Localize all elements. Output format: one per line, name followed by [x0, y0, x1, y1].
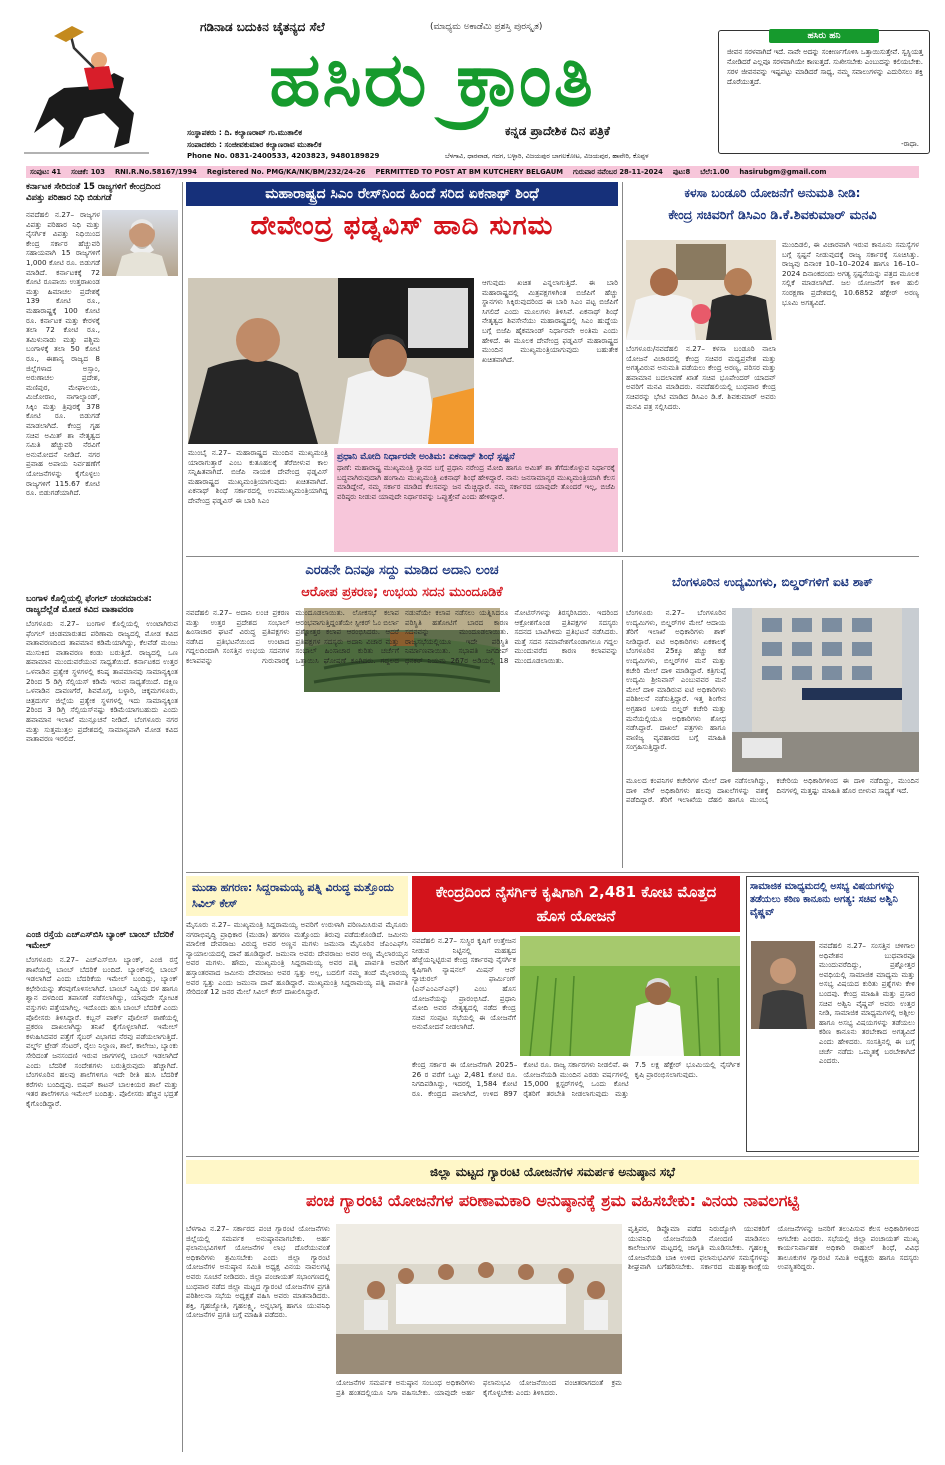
kalasa-headline: ಕೇಂದ್ರ ಸಚಿವರಿಗೆ ಡಿಸಿಎಂ ಡಿ.ಕೆ.ಶಿವಕುಮಾರ್ ಮನವಿ — [668, 207, 877, 222]
it-shock-headline: ಬೆಂಗಳೂರಿನ ಉದ್ಯಮಿಗಳು, ಬಿಲ್ಡರ್‌ಗಳಿಗೆ ಐಟಿ ಶಾಕ್ — [672, 575, 873, 589]
it-shock-body-bottom: ಮೂಲದ ಕಂಪನಿಗಳ ಕಚೇರಿಗಳ ಮೇಲೆ ದಾಳಿ ನಡೆಸಲಾಗಿದ್ದು, ದಾಳಿ ವೇಳೆ ಅಧಿಕಾರಿಗಳು ಹಲವು ದಾಖಲೆಗಳನ್ನು ವಶಕ್ಕೆ ಪಡೆದಿದ್ದಾರೆ. ತೆರಿಗೆ ಇಲಾಖೆಯ ದೆಹಲಿ ಹಾಗೂ ಮುಂಬೈ ಕಚೇರಿಯ ಅಧಿಕಾರಿಗಳಿಂದ ಈ ದಾಳಿ ನಡೆದಿದ್ದು, ಮುಂದಿನ ದಿನಗಳಲ್ಲಿ ಮತ್ತಷ್ಟು ಮಾಹಿತಿ ಹೊರ ಬೀಳುವ ಸಾಧ್ಯತೆ ಇದೆ. — [626, 776, 919, 805]
drought-body: ನವದೆಹಲಿ ನ.27– ರಾಜ್ಯಗಳ ವಿಪತ್ತು ಪರಿಹಾರ ನಿಧಿ ಮತ್ತು ನೈಸರ್ಗಿಕ ವಿಪತ್ತು ನಿಧಿಯಿಂದ ಕೇಂದ್ರ ಸರ್ಕಾರ ಹೆಚ್ಚುವರಿ ಸಹಾಯವಾಗಿ 15 ರಾಜ್ಯಗಳಿಗೆ 1,000 ಕೋಟಿ ರೂ. ಬಿಡುಗಡೆ ಮಾಡಿದೆ. ಕರ್ನಾಟಕಕ್ಕೆ 72 ಕೋಟಿ ರೂಪಾಯಿ ಉತ್ತರಾಖಂಡ ಮತ್ತು ಹಿಮಾಚಲ ಪ್ರದೇಶಕ್ಕೆ 139 ಕೋಟಿ ರೂ., ಮಹಾರಾಷ್ಟ್ರಕ್ಕೆ 100 ಕೋಟಿ ರೂ. ಕರ್ನಾಟಕ ಮತ್ತು ಕೇರಳಕ್ಕೆ ತಲಾ 72 ಕೋಟಿ ರೂ., ತಮಿಳುನಾಡು ಮತ್ತು ಪಶ್ಚಿಮ ಬಂಗಾಳಕ್ಕೆ ತಲಾ 50 ಕೋಟಿ ರೂ., ಈಶಾನ್ಯ ರಾಜ್ಯದ 8 ಜಿಲ್ಲೆಗಳಾದ ಅಸ್ಸಾಂ, ಅರುಣಾಚಲ ಪ್ರದೇಶ, ಮಣಿಪುರ, ಮೇಘಾಲಯ, ಮಿಜೋರಾಂ, ನಾಗಾಲ್ಯಾಂಡ್, ಸಿಕ್ಕಿಂ ಮತ್ತು ತ್ರಿಪುರಕ್ಕೆ 378 ಕೋಟಿ ರೂ. ಬಿಡುಗಡೆ ಮಾಡಲಾಗಿದೆ. ಕೇಂದ್ರ ಗೃಹ ಸಚಿವ ಅಮಿತ್ ಶಾ ನೇತೃತ್ವದ ಸಮಿತಿ ಹೆಚ್ಚುವರಿ ನೆರವಿಗೆ ಅನುಮೋದನೆ ನೀಡಿದೆ. ನಗರ ಪ್ರವಾಹ ಅಪಾಯ ನಿರ್ವಹಣೆಗೆ ಯೋಜನೆಗಳನ್ನು ಕೈಗೊಳ್ಳಲು ರಾಜ್ಯಗಳಿಗೆ 115.67 ಕೋಟಿ ರೂ. ಬಿಡುಗಡೆಯಾಗಿದೆ. — [26, 210, 100, 498]
kalasa-article — [626, 182, 919, 552]
kalasa-kicker: ಕಳಸಾ ಬಂಡೂರಿ ಯೋಜನೆಗೆ ಅನುಮತಿ ನೀಡಿ: — [684, 186, 861, 200]
kalasa-body-right: ಮುಂದಿಡಲಿ, ಈ ವಿಚಾರವಾಗಿ ಇರುವ ಕಾನೂನು ಸಮಸ್ಯೆಗಳ ಬಗ್ಗೆ ಸ್ಪಷ್ಟನೆ ನೀಡುವುದಕ್ಕೆ ರಾಜ್ಯ ಸರ್ಕಾರಕ್ಕೆ ಸೂಚಿಸಿತ್ತು. ರಾಜ್ಯವು ದಿನಾಂಕ 10–10–2024 ಹಾಗೂ 16–10–2024 ದಿನಾಂಕದಂದು ಅಗತ್ಯ ಸ್ಪಷ್ಟನೆಯನ್ನು ಪತ್ರದ ಮೂಲಕ ಸಲ್ಲಿಕೆ ಮಾಡಲಾಗಿದೆ. ಜಲ ಯೋಜನೆಗೆ ಕಾಳಿ ಹುಲಿ ಸಂರಕ್ಷಣಾ ಪ್ರದೇಶದಲ್ಲಿ 10.6852 ಹೆಕ್ಟೇರ್ ಅರಣ್ಯ ಭೂಮಿ ಅಗತ್ಯವಿದೆ. — [782, 240, 919, 307]
adani-headline: ಆರೋಪ ಪ್ರಕರಣ; ಉಭಯ ಸದನ ಮುಂದೂಡಿಕೆ — [301, 585, 503, 600]
tagline: ಗಡಿನಾಡ ಬದುಕಿನ ಚೈತನ್ಯದ ಸೆಲೆ — [200, 20, 325, 34]
center-column-divider — [622, 182, 623, 552]
guarantee-body-left: ಬೆಳಗಾವಿ ನ.27– ಸರ್ಕಾರದ ಪಂಚ ಗ್ಯಾರಂಟಿ ಯೋಜನೆಗಳು ಜಿಲ್ಲೆಯಲ್ಲಿ ಸಮರ್ಪಕ ಅನುಷ್ಠಾನವಾಗಬೇಕು. ಅರ್ಹ ಫಲಾನುಭವಿಗಳಿಗೆ ಯೋಜನೆಗಳ ಲಾಭ ದೊರೆಯುವಂತೆ ಅಧಿಕಾರಿಗಳು ಶ್ರಮಿಸಬೇಕು ಎಂದು ಜಿಲ್ಲಾ ಗ್ಯಾರಂಟಿ ಯೋಜನೆಗಳ ಅನುಷ್ಠಾನ ಸಮಿತಿ ಅಧ್ಯಕ್ಷ ವಿನಯ ನಾವಲಗಟ್ಟಿ ಅವರು ಸೂಚನೆ ನೀಡಿದರು. ಜಿಲ್ಲಾ ಪಂಚಾಯತ್ ಸಭಾಂಗಣದಲ್ಲಿ ಬುಧವಾರ ನಡೆದ ಜಿಲ್ಲಾ ಮಟ್ಟದ ಗ್ಯಾರಂಟಿ ಯೋಜನೆಗಳ ಪ್ರಗತಿ ಪರಿಶೀಲನಾ ಸಭೆಯ ಅಧ್ಯಕ್ಷತೆ ವಹಿಸಿ ಅವರು ಮಾತನಾಡಿದರು. ಶಕ್ತಿ, ಗೃಹಜ್ಯೋತಿ, ಗೃಹಲಕ್ಷ್ಮಿ, ಅನ್ನಭಾಗ್ಯ ಹಾಗೂ ಯುವನಿಧಿ ಯೋಜನೆಗಳ ಪ್ರಗತಿ ಬಗ್ಗೆ ಮಾಹಿತಿ ಪಡೆದರು. — [186, 1224, 330, 1320]
meeting-photo — [336, 1224, 622, 1374]
shinde-highlight-body: ಥಾಣೆ: ಮಹಾರಾಷ್ಟ್ರ ಮುಖ್ಯಮಂತ್ರಿ ಸ್ಥಾನದ ಬಗ್ಗೆ ಪ್ರಧಾನಿ ನರೇಂದ್ರ ಮೋದಿ ಹಾಗೂ ಅಮಿತ್ ಶಾ ತೆಗೆದುಕೊಳ್ಳುವ ನಿರ್ಧಾರಕ್ಕೆ ಬದ್ಧವಾಗಿರುವುದಾಗಿ ಹಂಗಾಮಿ ಮುಖ್ಯಮಂತ್ರಿ ಏಕನಾಥ್ ಶಿಂಧೆ ಹೇಳಿದ್ದಾರೆ. ನಾನು ಜನಸಾಮಾನ್ಯರ ಮುಖ್ಯಮಂತ್ರಿಯಾಗಿ ಕೆಲಸ ಮಾಡಿದ್ದೇನೆ, ನಮ್ಮ ಸರ್ಕಾರ ಮಾಡಿದ ಕೆಲಸವನ್ನು ಜನ ಮೆಚ್ಚಿದ್ದಾರೆ. ನಮ್ಮ ಸರ್ಕಾರದ ಯಾವುದೇ ತೊಂದರೆ ಇಲ್ಲ, ಬಿಜೆಪಿ ವರಿಷ್ಠರು ನೀಡುವ ಯಾವುದೇ ನಿರ್ಧಾರವನ್ನು ಒಪ್ಪುತ್ತೇವೆ ಎಂದು ಹೇಳಿದ್ದಾರೆ. — [337, 463, 615, 501]
lower-section-rule — [186, 1156, 919, 1157]
vaishnaw-photo — [751, 941, 815, 1029]
adani-article — [186, 560, 618, 868]
muda-article — [186, 876, 408, 1152]
shinde-headline: ದೇವೇಂದ್ರ ಫಡ್ನವಿಸ್ ಹಾದಿ ಸುಗಮ — [250, 211, 554, 241]
farming-headline: ಕೇಂದ್ರದಿಂದ ನೈಸರ್ಗಿಕ ಕೃಷಿಗಾಗಿ 2,481 ಕೋಟಿ ಮೊತ್ತದ ಹೊಸ ಯೋಜನೆ — [412, 876, 740, 932]
districts-line: ಬೆಳಗಾವಿ, ಧಾರವಾಡ, ಗದಗ, ಬಳ್ಳಾರಿ, ವಿಜಯಪುರ ಬಾಗಲಕೋಟ, ವಿಜಯಪುರ, ಹಾವೇರಿ, ಕೊಪ್ಪಳ — [445, 152, 649, 160]
drought-body-continued — [26, 278, 178, 588]
drought-headline: ಕರ್ನಾಟಕ ಸೇರಿದಂತೆ 15 ರಾಜ್ಯಗಳಿಗೆ ಕೇಂದ್ರದಿಂದ ವಿಪತ್ತು ಪರಿಹಾರ ನಿಧಿ ಬಿಡುಗಡೆ — [26, 182, 161, 203]
adani-it-divider — [622, 560, 623, 868]
muda-body: ಮೈಸೂರು ನ.27– ಮುಖ್ಯಮಂತ್ರಿ ಸಿದ್ದರಾಮಯ್ಯ ಅವರಿಗೆ ಉರುಳಾಗಿ ಪರಿಣಮಿಸಿರುವ ಮೈಸೂರು ನಗರಾಭಿವೃದ್ಧಿ ಪ್ರಾಧಿಕಾರ (ಮುಡಾ) ಹಗರಣ ಮತ್ತೊಂದು ತಿರುವು ಪಡೆದುಕೊಂಡಿದೆ. ಜಮೀನು ಮಾಲೀಕ ದೇವರಾಜು ವಿರುದ್ಧ ಅವರ ಅಣ್ಣನ ಮಗಳು ಜಮುನಾ ಮೈಸೂರಿನ ಜೆಎಂಎಫ್‌ಸಿ ನ್ಯಾಯಾಲಯದಲ್ಲಿ ದಾವೆ ಹೂಡಿದ್ದಾರೆ. ಜಮುನಾ ಅವರು ದೇವರಾಜು ಅವರ ಅಣ್ಣ ಮೈಲಾರಯ್ಯನ ಅವರ ಮಗಳು. ಹೌದು, ಮುಖ್ಯಮಂತ್ರಿ ಸಿದ್ದರಾಮಯ್ಯ ಅವರ ಪತ್ನಿ ಪಾರ್ವತಿ ಅವರಿಗೆ ಹಸ್ತಾಂತರವಾದ ಜಮೀನು ದೇವರಾಜು ಅವರ ಸ್ವತ್ತು ಅಲ್ಲ, ಬದಲಿಗೆ ನಮ್ಮ ತಂದೆ ಮೈಲಾರಯ್ಯ ಅವರ ಸ್ವತ್ತು ಎಂದು ಜಮುನಾ ದಾವೆ ಹೂಡಿದ್ದಾರೆ. ಮುಖ್ಯಮಂತ್ರಿ ಸಿದ್ದರಾಮಯ್ಯ ಪತ್ನಿ ಪಾರ್ವತಿ ಸೇರಿದಂತೆ 12 ಜನರ ಮೇಲೆ ಸಿವಿಲ್ ಕೇಸ್ ದಾಖಲಿಸಿದ್ದಾರೆ. — [186, 920, 408, 997]
adani-kicker: ಎರಡನೇ ದಿನವೂ ಸದ್ದು ಮಾಡಿದ ಅದಾನಿ ಲಂಚ — [305, 563, 499, 578]
farming-body-bottom: ಕೇಂದ್ರ ಸರ್ಕಾರ ಈ ಯೋಜನೆಗಾಗಿ 2025–26 ರ ವರೆಗೆ ಒಟ್ಟು 2,481 ಕೋಟಿ ರೂ. ನಿಗದಿಪಡಿಸಿದ್ದು, ಇದರಲ್ಲಿ 1,584 ಕೋಟಿ ರೂ. ಕೇಂದ್ರದ ಪಾಲಾಗಿದೆ, ಉಳಿದ 897 ಕೋಟಿ ರೂ. ರಾಜ್ಯ ಸರ್ಕಾರಗಳು ನೀಡಲಿವೆ. ಈ ಯೋಜನೆಯಡಿ ಮುಂದಿನ ಎರಡು ವರ್ಷಗಳಲ್ಲಿ 15,000 ಕ್ಲಸ್ಟರ್‌ಗಳಲ್ಲಿ ಒಂದು ಕೋಟಿ ರೈತರಿಗೆ ತರಬೇತಿ ನೀಡಲಾಗುವುದು ಮತ್ತು 7.5 ಲಕ್ಷ ಹೆಕ್ಟೇರ್ ಭೂಮಿಯಲ್ಲಿ ನೈಸರ್ಗಿಕ ಕೃಷಿ ಪ್ರಾರಂಭಿಸಲಾಗುವುದು. — [412, 1060, 740, 1098]
bomb-article — [26, 930, 178, 1450]
adani-body: ನವದೆಹಲಿ ನ.27– ಅದಾನಿ ಲಂಚ ಪ್ರಕರಣ ಮತ್ತು ಉತ್ತರ ಪ್ರದೇಶದ ಸಂಭಾಲ್ ಹಿಂಸಾಚಾರ ಘಟನೆ ವಿರುದ್ಧ ಪ್ರತಿಪಕ್ಷಗಳು ನಡೆಸಿದ ಪ್ರತಿಭಟನೆಯಿಂದ ಉಂಟಾದ ಗದ್ದಲದಿಂದಾಗಿ ಸಂಸತ್ತಿನ ಉಭಯ ಸದನಗಳ ಕಲಾಪವನ್ನು ಗುರುವಾರಕ್ಕೆ ಮುಂದೂಡಲಾಯಿತು. ಲೋಕಸಭೆ ಕಲಾಪ ಆರಂಭವಾಗುತ್ತಿದ್ದಂತೆಯೇ ಸ್ಪೀಕರ್ ಓಂ ಬಿರ್ಲಾ ಪ್ರಶ್ನೋತ್ತರ ಕಲಾಪ ಆರಂಭಿಸಿದರು. ಆದರೆ ಪ್ರತಿಪಕ್ಷಗಳ ಸದಸ್ಯರು ಅದಾನಿ ವಿಚಾರ ಮತ್ತು ಸಂಭಾಲ್ ಹಿಂಸಾಚಾರ ಕುರಿತು ಚರ್ಚೆಗೆ ಒತ್ತಾಯಿಸಿ ಘೋಷಣೆ ಕೂಗಿದರು. ಗದ್ದಲದ ನಡುವೆಯೇ ಕಲಾಪ ನಡೆಸಲು ಯತ್ನಿಸಿದರೂ ಪರಿಸ್ಥಿತಿ ಹತೋಟಿಗೆ ಬಾರದ ಕಾರಣ ಸದನವನ್ನು ಮುಂದೂಡಲಾಯಿತು. ರಾಜ್ಯಸಭೆಯಲ್ಲಿಯೂ ಇದೇ ಪರಿಸ್ಥಿತಿ ನಿರ್ಮಾಣವಾಯಿತು. ಸಭಾಪತಿ ಜಗದೀಪ್ ಧನಕರ್ ನಿಯಮ 267ರ ಅಡಿಯಲ್ಲಿ 18 ನೋಟಿಸ್‌ಗಳನ್ನು ತಿರಸ್ಕರಿಸಿದರು. ಇದರಿಂದ ಆಕ್ರೋಶಗೊಂಡ ಪ್ರತಿಪಕ್ಷಗಳ ಸದಸ್ಯರು ಸದನದ ಬಾವಿಗಿಳಿದು ಪ್ರತಿಭಟನೆ ನಡೆಸಿದರು. ಮತ್ತೆ ಸದನ ಸಮಾವೇಶಗೊಂಡಾಗಲೂ ಗದ್ದಲ ಮುಂದುವರೆದ ಕಾರಣ ಕಲಾಪವನ್ನು ಮುಂದೂಡಲಾಯಿತು. — [186, 608, 618, 665]
rider-logo — [14, 18, 159, 160]
phone-line: Phone No. 0831-2400533, 4203823, 9480189829 — [187, 152, 380, 160]
kalasa-body-left: ಬೆಂಗಳೂರು/ನವದೆಹಲಿ ನ.27– ಕಳಸಾ ಬಂಡೂರಿ ನಾಲಾ ಯೋಜನೆ ವಿಚಾರದಲ್ಲಿ ಕೇಂದ್ರ ಸಚಿವರ ಮಧ್ಯಪ್ರವೇಶ ಮತ್ತು ಅಗತ್ಯವಿರುವ ಅನುಮತಿ ಪಡೆಯಲು ಕೇಂದ್ರ ಅರಣ್ಯ, ಪರಿಸರ ಮತ್ತು ಹವಾಮಾನ ಬದಲಾವಣೆ ಖಾತೆ ಸಚಿವ ಭೂಪೇಂದರ್ ಯಾದವ್ ಅವರಿಗೆ ಮನವಿ ಮಾಡಿದರು. ನವದೆಹಲಿಯಲ್ಲಿ ಬುಧವಾರ ಕೇಂದ್ರ ಸಚಿವರನ್ನು ಭೇಟಿ ಮಾಡಿದ ಡಿಸಿಎಂ ಡಿ.ಕೆ. ಶಿವಕುಮಾರ್ ಅವರು ಮನವಿ ಪತ್ರ ಸಲ್ಲಿಸಿದರು. — [626, 344, 776, 411]
farming-article — [412, 876, 740, 1152]
muda-headline: ಮುಡಾ ಹಗರಣ: ಸಿದ್ದರಾಮಯ್ಯ ಪತ್ನಿ ವಿರುದ್ಧ ಮತ್ತೊಂದು ಸಿವಿಲ್ ಕೇಸ್ — [186, 876, 408, 916]
price: ಬೆಲೆ:1.00 — [700, 168, 730, 176]
shinde-highlight — [334, 448, 618, 552]
left-column-divider — [182, 182, 183, 1452]
vaishnaw-headline: ಸಾಮಾಜಿಕ ಮಾಧ್ಯಮದಲ್ಲಿ ಅಸಭ್ಯ ವಿಷಯಗಳನ್ನು ತಡೆಯಲು ಕಠಿಣ ಕಾನೂನು ಅಗತ್ಯ: ಸಚಿವ ಅಶ್ವಿನಿ ವೈಷ್ಣವ್ — [750, 881, 898, 918]
vaishnaw-article — [746, 876, 919, 1152]
foxconn-headline: ಬಂಗಾಳ ಕೊಲ್ಲಿಯಲ್ಲಿ ಫೆಂಗಲ್ ಚಂಡಮಾರುತ: ರಾಜ್ಯದೆಲ್ಲೆಡೆ ಮೋಡ ಕವಿದ ವಾತಾವರಣ — [26, 594, 152, 615]
guarantee-article — [186, 1160, 919, 1452]
dkshivakumar-photo — [626, 240, 776, 340]
vaishnaw-body: ನವದೆಹಲಿ ನ.27– ಸಂಸತ್ತಿನ ಚಳಿಗಾಲ ಅಧಿವೇಶನ ಬುಧವಾರವೂ ಮುಂದುವರೆದಿದ್ದು, ಪ್ರಶ್ನೋತ್ತರ ಅವಧಿಯಲ್ಲಿ ಸಾಮಾಜಿಕ ಮಾಧ್ಯಮ ಮತ್ತು ಅಸಭ್ಯ ವಿಷಯದ ಕುರಿತು ಪ್ರಶ್ನೆಗಳು ಕೇಳಿ ಬಂದವು. ಕೇಂದ್ರ ಮಾಹಿತಿ ಮತ್ತು ಪ್ರಸಾರ ಸಚಿವ ಅಶ್ವಿನಿ ವೈಷ್ಣವ್ ಅವರು ಉತ್ತರ ನೀಡಿ, ಸಾಮಾಜಿಕ ಮಾಧ್ಯಮಗಳಲ್ಲಿ ಅಶ್ಲೀಲ ಹಾಗೂ ಅಸಭ್ಯ ವಿಷಯಗಳನ್ನು ತಡೆಯಲು ಕಠಿಣ ಕಾನೂನು ತರಬೇಕಾದ ಅಗತ್ಯವಿದೆ ಎಂದು ಹೇಳಿದರು. ಸಂಸತ್ತಿನಲ್ಲಿ ಈ ಬಗ್ಗೆ ಚರ್ಚೆ ನಡೆದು ಒಮ್ಮತಕ್ಕೆ ಬರಬೇಕಾಗಿದೆ ಎಂದರು. — [819, 941, 915, 1066]
guarantee-kicker: ಜಿಲ್ಲಾ ಮಟ್ಟದ ಗ್ಯಾರಂಟಿ ಯೋಜನೆಗಳ ಸಮರ್ಪಕ ಅನುಷ್ಠಾನ ಸಭೆ — [186, 1160, 919, 1184]
shinde-body-right: ಆಗುವುದು ಖಚಿತ ಎನ್ನಲಾಗುತ್ತಿದೆ. ಈ ಬಾರಿ ಮಹಾರಾಷ್ಟ್ರದಲ್ಲಿ ಮಿತ್ರಪಕ್ಷಗಳಿಗಿಂತ ಬಿಜೆಪಿಗೆ ಹೆಚ್ಚು ಸ್ಥಾನಗಳು ಸಿಕ್ಕಿರುವುದರಿಂದ ಈ ಬಾರಿ ಸಿಎಂ ಪಟ್ಟ ಬಿಜೆಪಿಗೆ ಸಿಗಲಿದೆ ಎಂದು ಮೂಲಗಳು ತಿಳಿಸಿವೆ. ಏಕನಾಥ್ ಶಿಂಧೆ ನೇತೃತ್ವದ ಶಿವಸೇನೆಯು ಮಹಾರಾಷ್ಟ್ರದಲ್ಲಿ ಸಿಎಂ ಹುದ್ದೆಯ ಬಗ್ಗೆ ಬಿಜೆಪಿ ಹೈಕಮಾಂಡ್ ನಿರ್ಧಾರವೇ ಅಂತಿಮ ಎಂದು ಹೇಳಿದೆ. ಈ ಮೂಲಕ ದೇವೇಂದ್ರ ಫಡ್ನವಿಸ್ ಮಹಾರಾಷ್ಟ್ರದ ಮುಂದಿನ ಮುಖ್ಯಮಂತ್ರಿಯಾಗುವುದು ಬಹುತೇಕ ಖಚಿತವಾಗಿದೆ. — [482, 278, 618, 364]
farming-photo — [520, 936, 740, 1056]
page-count: ಪುಟ:8 — [672, 168, 691, 176]
paper-title: ಹಸಿರು ಕ್ರಾಂತಿ — [269, 37, 595, 123]
paper-subtitle: ಕನ್ನಡ ಪ್ರಾದೇಶಿಕ ದಿನ ಪತ್ರಿಕೆ — [505, 124, 610, 138]
bomb-headline: ಎಂಜಿ ರಸ್ತೆಯ ಎಚ್‌ಎಸ್‌ಬಿಸಿ ಬ್ಯಾಂಕ್ ಬಾಂಬ್ ಬೆದರಿಕೆ ಇಮೇಲ್ — [26, 930, 174, 951]
issue: ಸಂಚಿಕೆ: 103 — [71, 168, 105, 176]
drought-article — [26, 182, 178, 590]
quote-box — [718, 30, 930, 154]
shinde-highlight-title: ಪ್ರಧಾನಿ ಮೋದಿ ನಿರ್ಧಾರವೇ ಅಂತಿಮ: ಏಕನಾಥ್ ಶಿಂಧೆ ಸ್ಪಷ್ಟನೆ — [337, 452, 515, 462]
quote-box-author: -ರಾಧಾ. — [901, 140, 919, 148]
guarantee-body-mid: ಯೋಜನೆಗಳ ಸಮರ್ಪಕ ಅನುಷ್ಠಾನ ಸಂಬಂಧ ಅಧಿಕಾರಿಗಳು ಪ್ರತಿ ಹಂತದಲ್ಲಿಯೂ ನಿಗಾ ವಹಿಸಬೇಕು. ಯಾವುದೇ ಅರ್ಹ ಫಲಾನುಭವಿ ಯೋಜನೆಯಿಂದ ವಂಚಿತರಾಗದಂತೆ ಕ್ರಮ ಕೈಗೊಳ್ಳಬೇಕು ಎಂದು ತಿಳಿಸಿದರು. — [336, 1378, 622, 1397]
masthead — [0, 0, 945, 165]
guarantee-headline: ಪಂಚ ಗ್ಯಾರಂಟಿ ಯೋಜನೆಗಳ ಪರಿಣಾಮಕಾರಿ ಅನುಷ್ಠಾನಕ್ಕೆ ಶ್ರಮ ವಹಿಸಬೇಕು: ವಿನಯ ನಾವಲಗಟ್ಟಿ — [306, 1191, 799, 1210]
registration-number: Registered No. PMG/KA/NK/BM/232/24-26 — [206, 168, 366, 176]
foxconn-article — [26, 594, 178, 924]
volume: ಸಂಪುಟ: 41 — [30, 168, 62, 176]
bomb-body: ಬೆಂಗಳೂರು ನ.27– ಎಚ್‌ಎಸ್‌ಬಿಸಿ ಬ್ಯಾಂಕ್, ಎಂಜಿ ರಸ್ತೆ ಶಾಖೆಯಲ್ಲಿ ಬಾಂಬ್ ಬೆದರಿಕೆ ಬಂದಿದೆ. ಬ್ಯಾಂಕ್‌ನಲ್ಲಿ ಬಾಂಬ್ ಇಡಲಾಗಿದೆ ಎಂದು ಬೆದರಿಕೆಯ ಇಮೇಲ್ ಬಂದಿದ್ದು, ಬ್ಯಾಂಕ್ ಕಛೇರಿಯನ್ನು ತೆರವುಗೊಳಿಸಲಾಗಿದೆ. ಬಾಂಬ್ ನಿಷ್ಕ್ರಿಯ ದಳ ಹಾಗೂ ಶ್ವಾನ ದಳದಿಂದ ತಪಾಸಣೆ ನಡೆಸಲಾಗಿದ್ದು, ಯಾವುದೇ ಸ್ಫೋಟಕ ವಸ್ತುಗಳು ಪತ್ತೆಯಾಗಿಲ್ಲ. ಇದೊಂದು ಹುಸಿ ಬಾಂಬ್ ಬೆದರಿಕೆ ಎಂದು ಪೊಲೀಸರು ತಿಳಿಸಿದ್ದಾರೆ. ಕಬ್ಬನ್ ಪಾರ್ಕ್ ಪೊಲೀಸ್ ಠಾಣೆಯಲ್ಲಿ ಪ್ರಕರಣ ದಾಖಲಾಗಿದ್ದು ತನಿಖೆ ಕೈಗೊಳ್ಳಲಾಗಿದೆ. ಇಮೇಲ್ ಕಳುಹಿಸಿದವರ ಪತ್ತೆಗೆ ಸೈಬರ್ ವಿಭಾಗದ ನೆರವು ಪಡೆಯಲಾಗುತ್ತಿದೆ. ವರ್ಲ್ಡ್ ಟ್ರೇಡ್ ಸೆಂಟರ್, ರೈಲು ನಿಲ್ದಾಣ, ಶಾಲೆ, ಕಾಲೇಜು, ಬ್ಯಾಂಕು ಸೇರಿದಂತೆ ಜನಸಂದಣಿ ಇರುವ ಜಾಗಗಳಲ್ಲಿ ಬಾಂಬ್ ಇಡಲಾಗಿದೆ ಎಂದು ಬೆದರಿಕೆ ಸಂದೇಶಗಳು ಬರುತ್ತಿರುವುದು ಹೆಚ್ಚಾಗಿದೆ. ಬೆಂಗಳೂರಿನ ಹಲವು ಶಾಲೆಗಳಿಗೂ ಇದೇ ರೀತಿ ಹುಸಿ ಬೆದರಿಕೆ ಕರೆಗಳು ಬಂದಿದ್ದವು. ಬಿಷಪ್ ಕಾಟನ್ ಬಾಲಕಿಯರ ಶಾಲೆ ಮತ್ತು ಇತರ ಶಾಲೆಗಳಿಗೂ ಇಮೇಲ್ ಬಂದಿತ್ತು. ಪೊಲೀಸರು ಹೆಚ್ಚಿನ ಭದ್ರತೆ ಕೈಗೊಂಡಿದ್ದಾರೆ. — [26, 955, 178, 1108]
guarantee-body-right: ವೃತ್ತಿಪರ, ಡಿಪ್ಲೊಮಾ ಪಡೆದ ನಿರುದ್ಯೋಗಿ ಯುವಕರಿಗೆ ಯುವನಿಧಿ ಯೋಜನೆಯಡಿ ನೋಂದಣಿ ಮಾಡಿಸಲು ಕಾಲೇಜುಗಳ ಮಟ್ಟದಲ್ಲಿ ಜಾಗೃತಿ ಮೂಡಿಸಬೇಕು. ಗೃಹಲಕ್ಷ್ಮಿ ಯೋಜನೆಯಡಿ ಬಾಕಿ ಉಳಿದ ಫಲಾನುಭವಿಗಳ ಸಮಸ್ಯೆಗಳನ್ನು ಶೀಘ್ರವಾಗಿ ಬಗೆಹರಿಸಬೇಕು. ಸರ್ಕಾರದ ಮಹತ್ವಾಕಾಂಕ್ಷೆಯ ಯೋಜನೆಗಳನ್ನು ಜನರಿಗೆ ತಲುಪಿಸುವ ಕೆಲಸ ಅಧಿಕಾರಿಗಳಿಂದ ಆಗಬೇಕು ಎಂದರು. ಸಭೆಯಲ್ಲಿ ಜಿಲ್ಲಾ ಪಂಚಾಯತ್ ಮುಖ್ಯ ಕಾರ್ಯನಿರ್ವಾಹಕ ಅಧಿಕಾರಿ ರಾಹುಲ್ ಶಿಂಧೆ, ವಿವಿಧ ತಾಲೂಕುಗಳ ಗ್ಯಾರಂಟಿ ಸಮಿತಿ ಅಧ್ಯಕ್ಷರು ಹಾಗೂ ಸದಸ್ಯರು ಉಪಸ್ಥಿತರಿದ್ದರು. — [628, 1224, 919, 1272]
it-shock-article — [626, 560, 919, 868]
modi-photo — [102, 210, 178, 276]
middle-section-rule — [186, 872, 919, 873]
postal-permit: PERMITTED TO POST AT BM KUTCHERY BELGAUM — [375, 168, 564, 176]
rni-number: RNI.R.No.58167/1994 — [114, 168, 197, 176]
quote-box-title: ಹಸಿರು ಹನಿ — [769, 29, 879, 43]
shinde-kicker: ಮಹಾರಾಷ್ಟ್ರದ ಸಿಎಂ ರೇಸ್‌ನಿಂದ ಹಿಂದೆ ಸರಿದ ಏಕನಾಥ್ ಶಿಂಧೆ — [186, 182, 618, 206]
shinde-body-left: ಮುಂಬೈ ನ.27– ಮಹಾರಾಷ್ಟ್ರದ ಮುಂದಿನ ಮುಖ್ಯಮಂತ್ರಿ ಯಾರಾಗುತ್ತಾರೆ ಎಂಬ ಕುತೂಹಲಕ್ಕೆ ತೆರೆಬೀಳುವ ಕಾಲ ಸನ್ನಿಹಿತವಾಗಿದೆ. ಬಿಜೆಪಿ ನಾಯಕ ದೇವೇಂದ್ರ ಫಡ್ನವಿಸ್ ಮಹಾರಾಷ್ಟ್ರದ ಮುಖ್ಯಮಂತ್ರಿಯಾಗುವುದು ಖಚಿತವಾಗಿದೆ. ಏಕನಾಥ್ ಶಿಂಧೆ ಸರ್ಕಾರದಲ್ಲಿ ಉಪಮುಖ್ಯಮಂತ್ರಿಯಾಗಿದ್ದ ದೇವೇಂದ್ರ ಫಡ್ನವಿಸ್ ಈ ಬಾರಿ ಸಿಎಂ — [188, 448, 328, 505]
it-shock-body-top: ಬೆಂಗಳೂರು ನ.27– ಬೆಂಗಳೂರಿನ ಉದ್ಯಮಿಗಳು, ಬಿಲ್ಡರ್‌ಗಳ ಮೇಲೆ ಆದಾಯ ತೆರಿಗೆ ಇಲಾಖೆ ಅಧಿಕಾರಿಗಳು ಶಾಕ್ ನೀಡಿದ್ದಾರೆ. ಐಟಿ ಅಧಿಕಾರಿಗಳು ಏಕಕಾಲಕ್ಕೆ ಬೆಂಗಳೂರಿನ 25ಕ್ಕೂ ಹೆಚ್ಚು ಕಡೆ ಉದ್ಯಮಿಗಳು, ಬಿಲ್ಡರ್‌ಗಳ ಮನೆ ಮತ್ತು ಕಚೇರಿ ಮೇಲೆ ದಾಳಿ ಮಾಡಿದ್ದಾರೆ. ಕತ್ರಿಗುಪ್ಪೆ ಉದ್ಯಮಿ ಶ್ರೀನಿವಾಸ್ ಎಂಬುವವರ ಮನೆ ಮೇಲೆ ದಾಳಿ ಮಾಡಿರುವ ಐಟಿ ಅಧಿಕಾರಿಗಳು ಪರಿಶೀಲನೆ ನಡೆಸುತ್ತಿದ್ದಾರೆ. ಇತ್ತ ಶಿಂಗೇನ ಅಗ್ರಹಾರ ಬಳಿಯ ಬಿಲ್ಡರ್ ಕಚೇರಿ ಮತ್ತು ಮನೆಯಲ್ಲಿಯೂ ಅಧಿಕಾರಿಗಳು ಶೋಧ ನಡೆಸಿದ್ದಾರೆ. ದಾಖಲೆ ಪತ್ರಗಳು ಹಾಗೂ ವಾಣಿಜ್ಯ ವ್ಯವಹಾರದ ಬಗ್ಗೆ ಮಾಹಿತಿ ಸಂಗ್ರಹಿಸುತ್ತಿದ್ದಾರೆ. — [626, 608, 726, 752]
email: hasirubgm@gmail.com — [739, 168, 827, 176]
shinde-fadnavis-photo — [188, 278, 474, 444]
founder-line: ಸಂಸ್ಥಾಪಕರು : ದಿ. ಕಲ್ಯಾಣರಾವ್ ಗು.ಮುತಾಲಿಕ — [187, 128, 303, 137]
info-bar — [26, 166, 919, 178]
foxconn-body: ಬೆಂಗಳೂರು ನ.27– ಬಂಗಾಳ ಕೊಲ್ಲಿಯಲ್ಲಿ ಉಂಟಾಗಿರುವ ಫೆಂಗಲ್ ಚಂಡಮಾರುತದ ಪರಿಣಾಮ ರಾಜ್ಯದಲ್ಲಿ ಮೋಡ ಕವಿದ ವಾತಾವರಣದಿಂದ ತಾಪಮಾನ ಕಡಿಮೆಯಾಗಿದ್ದು, ಕೆಲವೆಡೆ ಮಂಜು ಮುಸುಕಿದ ವಾತಾವರಣ ಕಂಡು ಬರುತ್ತಿದೆ. ರಾಜ್ಯದಲ್ಲಿ ಒಣ ಹವಾಮಾನ ಮುಂದುವರೆಯುವ ಸಾಧ್ಯತೆಯಿದೆ. ಕರ್ನಾಟಕದ ಉತ್ತರ ಒಳನಾಡಿನ ಪ್ರತ್ಯೇಕ ಸ್ಥಳಗಳಲ್ಲಿ ಕನಿಷ್ಠ ತಾಪಮಾನವು ಸಾಮಾನ್ಯಕ್ಕಿಂತ 2ರಿಂದ 5 ಡಿಗ್ರಿ ಸೆಲ್ಸಿಯಸ್ ಕಡಿಮೆ ಇರುವ ಸಾಧ್ಯತೆಯಿದೆ. ದಕ್ಷಿಣ ಒಳನಾಡಿನ ದಾವಣಗೆರೆ, ಶಿವಮೊಗ್ಗ, ಬಳ್ಳಾರಿ, ಚಿಕ್ಕಮಗಳೂರು, ಚಿತ್ರದುರ್ಗ ಜಿಲ್ಲೆಯ ಪ್ರತ್ಯೇಕ ಸ್ಥಳಗಳಲ್ಲಿ ಇದು ಸಾಮಾನ್ಯಕ್ಕಿಂತ 2ರಿಂದ 3 ಡಿಗ್ರಿ ಸೆಲ್ಸಿಯಸ್‌ನಷ್ಟು ಕಡಿಮೆಯಾಗಬಹುದು ಎಂದು ಹವಾಮಾನ ಇಲಾಖೆ ಮುನ್ಸೂಚನೆ ನೀಡಿದೆ. ಬೆಂಗಳೂರು ನಗರ ಮತ್ತು ಸುತ್ತಮುತ್ತಲ ಪ್ರದೇಶದಲ್ಲಿ ಸಾಮಾನ್ಯವಾಗಿ ಮೋಡ ಕವಿದ ವಾತಾವರಣ ಇರಲಿದೆ. — [26, 619, 178, 744]
editor-line: ಸಂಪಾದಕರು : ಸಂಜೀವಕುಮಾರ ಕಲ್ಯಾಣರಾವ ಮುತಾಲಿಕ — [187, 140, 322, 149]
shinde-article — [186, 182, 618, 552]
it-department-photo — [732, 608, 919, 772]
issue-date: ಗುರುವಾರ ನವೆಂಬರ 28-11-2024 — [573, 168, 663, 176]
quote-box-text: ಜೀವನ ಸರಳವಾಗಿದೆ ಇದೆ. ನಾವೇ ಅದನ್ನು ಸಂಕೀರ್ಣಗೊಳಿಸಿ ಒತ್ತಾಯಿಸುತ್ತೇವೆ. ಸ್ವಸ್ಥಿಯತ್ತ ನೋಡಿದರೆ ಎಲ್ಲವೂ ಸರಳವಾಗಿಯೇ ಕಾಣುತ್ತದೆ. ಸುಖೀಸಬೇಕು ಎಂಬುದನ್ನು ಕಲಿಯಬೇಕು. ಸರಳ ಜೀವನವನ್ನು ಇಷ್ಟಪಟ್ಟು ಮಾಡಿದರೆ ಸಾಧ್ಯ, ನಮ್ಮ ಸವಾಲುಗಳನ್ನು ಎದುರಿಸಲು ಶಕ್ತಿ ದೊರೆಯುತ್ತದೆ. — [727, 48, 923, 86]
recognition: (ಮಾಧ್ಯಮ ಅಕಾಡೆಮಿ ಪ್ರಶಸ್ತಿ ಪುರಸ್ಕೃತ) — [430, 22, 543, 32]
farming-body-left: ನವದೆಹಲಿ ನ.27– ಸುಸ್ಥಿರ ಕೃಷಿಗೆ ಉತ್ತೇಜನ ನೀಡುವ ನಿಟ್ಟಿನಲ್ಲಿ ಮಹತ್ವದ ಹೆಜ್ಜೆಯನ್ನಿಟ್ಟಿರುವ ಕೇಂದ್ರ ಸರ್ಕಾರವು ನೈಸರ್ಗಿಕ ಕೃಷಿಗಾಗಿ ನ್ಯಾಷನಲ್ ಮಿಷನ್ ಆನ್ ನ್ಯಾಚುರಲ್ ಫಾರ್ಮಿಂಗ್ (ಎನ್‌ಎಂಎನ್‌ಎಫ್) ಎಂಬ ಹೊಸ ಯೋಜನೆಯನ್ನು ಪ್ರಾರಂಭಿಸಿದೆ. ಪ್ರಧಾನಿ ಮೋದಿ ಅವರ ನೇತೃತ್ವದಲ್ಲಿ ನಡೆದ ಕೇಂದ್ರ ಸಚಿವ ಸಂಪುಟ ಸಭೆಯಲ್ಲಿ ಈ ಯೋಜನೆಗೆ ಅನುಮೋದನೆ ನೀಡಲಾಗಿದೆ. — [412, 936, 516, 1032]
upper-section-rule — [186, 556, 919, 557]
